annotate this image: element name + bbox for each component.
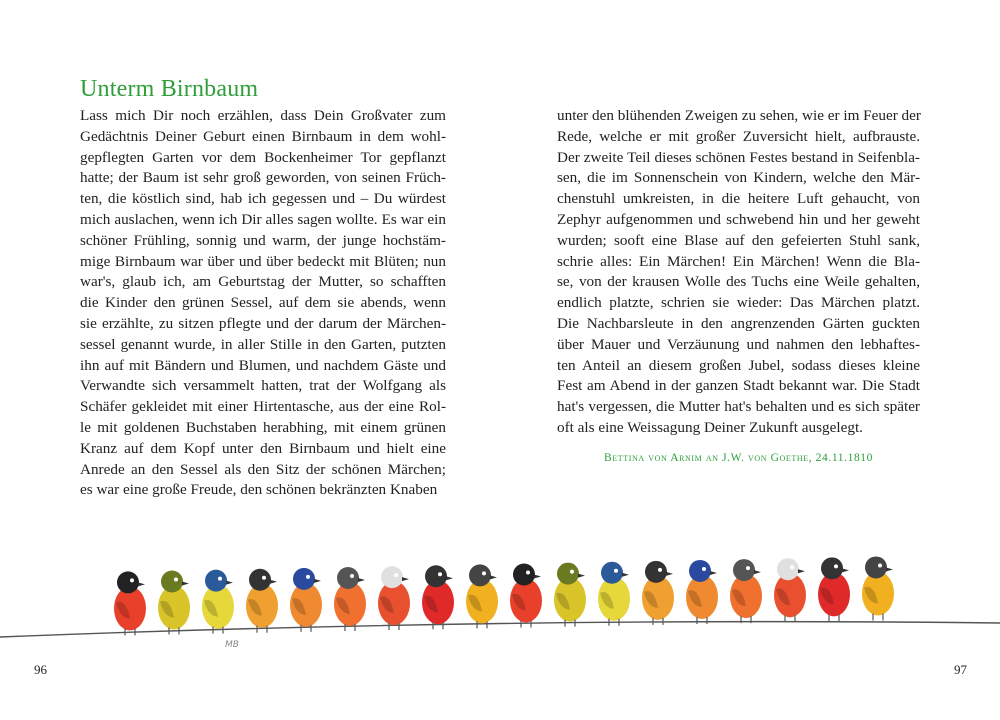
bird-icon	[818, 557, 850, 621]
text-line: sessel genannt wurde, in aller Stille in den Garten, putzten	[80, 335, 446, 353]
text-line: über Mauer und Verzäunung und nahmen den lebhaftes-	[557, 335, 920, 353]
bird-icon	[642, 561, 674, 625]
text-line: unter den blühenden Zweigen zu sehen, wie er im Feuer der	[557, 107, 921, 124]
text-line: se, von der krausen Wolle des Tuchs eine Weile gehalten,	[557, 273, 920, 291]
right-body-text	[557, 106, 920, 439]
text-line: hatte; der Baum ist sehr groß geworden, von seinen Früch-	[80, 169, 446, 187]
bird-icon	[422, 565, 454, 629]
text-line: Anrede an den Sessel als den Sitz der schönen Märchen;	[80, 460, 446, 478]
text-line: wurden; sooft eine Blase auf den gefeierten Stuhl sank,	[557, 231, 920, 249]
text-line: chenstuhl umkreisten, in die heitere Luft gehaucht, von	[557, 190, 920, 208]
bird-icon	[598, 562, 630, 626]
bird-icon	[774, 558, 806, 622]
text-line: Schäfer gekleidet mit einer Hirtentasche, aus der eine Rol-	[80, 398, 446, 416]
wire	[0, 622, 1000, 637]
text-line: hat's vergessen, die Mutter hat's behalten und es sich später	[557, 398, 920, 416]
text-line: Fest am Abend in der ganzen Stadt bekannt war. Die Stadt	[557, 377, 920, 395]
text-line: Der zweite Teil dieses schönen Festes bestand in Seifenbla-	[557, 148, 920, 166]
text-line: Kranz auf dem Kopf unter den Birnbaum und hielt eine	[80, 439, 446, 457]
text-line: Rede, welche er mit großer Zuversicht hielt, aufbrauste.	[557, 127, 920, 145]
bird-icon	[202, 570, 234, 634]
text-line: Zephyr aufgenommen und schwebend hin und her geweht	[557, 210, 920, 228]
birds-on-wire-illustration	[0, 555, 1000, 655]
bird-icon	[378, 566, 410, 630]
text-line: Die Nachbarsleute in den angrenzenden Gärten guckten	[557, 314, 920, 332]
text-line: mige Birnbaum war über und über bedeckt mit Blüten; nun	[80, 252, 446, 270]
text-line: ihn auf mit Bändern und Blumen, und nachdem Gäste und	[80, 356, 446, 374]
signature-line: Bettina von Arnim an J.W. von Goethe, 24.11.1810	[604, 452, 873, 464]
text-line: es war eine große Freude, den schönen bekränzten Knaben	[80, 481, 438, 499]
text-line: schrie alles: Ein Märchen! Ein Märchen! Wenn die Bla-	[557, 252, 920, 270]
text-line: die Kinder den grünen Sessel, auf dem sie abends, wenn	[80, 294, 446, 312]
text-line: Verwandte sich versammelt hatten, trat der Wolfgang als	[80, 377, 446, 395]
bird-icon	[554, 563, 586, 627]
bird-icon	[246, 569, 278, 633]
bird-icon	[510, 563, 542, 627]
page-number-right: 97	[954, 662, 967, 677]
artist-mark: MB	[225, 640, 239, 650]
text-line: ten, die köstlich sind, hab ich gegessen und – Du würdest	[80, 190, 446, 208]
text-line: war's, glaub ich, am Geburtstag der Mutter, so schafften	[80, 273, 446, 291]
bird-icon	[334, 567, 366, 631]
bird-icon	[862, 556, 894, 620]
text-line: le mit goldenen Buchstaben herabhing, mit einem grünen	[80, 418, 446, 436]
text-line: ten Anteil an diesem großen Jubel, sodass dieses kleine	[557, 356, 920, 374]
text-line: oft als eine Weissagung Deiner Zukunft ausgelegt.	[557, 418, 863, 436]
text-line: sen, die im Sonnenschein von Kindern, welche den Mär-	[557, 169, 920, 187]
text-line: schöner Frühling, sonnig und warm, der junge hochstäm-	[80, 231, 446, 249]
page-number-left: 96	[34, 662, 47, 677]
left-body-text	[80, 106, 446, 501]
bird-icon	[290, 568, 322, 632]
bird-icon	[730, 559, 762, 623]
bird-icon	[114, 571, 146, 635]
bird-icon	[158, 571, 190, 635]
text-line: Lass mich Dir noch erzählen, dass Dein Großvater zum	[80, 107, 446, 124]
text-line: endlich platzte, schrien sie wieder: Das Märchen platzt.	[557, 294, 920, 312]
chapter-title: Unterm Birnbaum	[80, 76, 259, 103]
bird-icon	[686, 560, 718, 624]
bird-icon	[466, 564, 498, 628]
text-line: sie erzählte, zu sitzen pflegte und der darum der Märchen-	[80, 314, 446, 332]
text-line: gepflegten Garten vor dem Bockenheimer Tor gepflanzt	[80, 148, 446, 166]
text-line: mich auslachen, wenn ich Dir alles sagen wollte. Es war ein	[80, 210, 446, 228]
text-line: Gedächtnis Deiner Geburt einen Birnbaum in dem wohl-	[80, 127, 446, 145]
